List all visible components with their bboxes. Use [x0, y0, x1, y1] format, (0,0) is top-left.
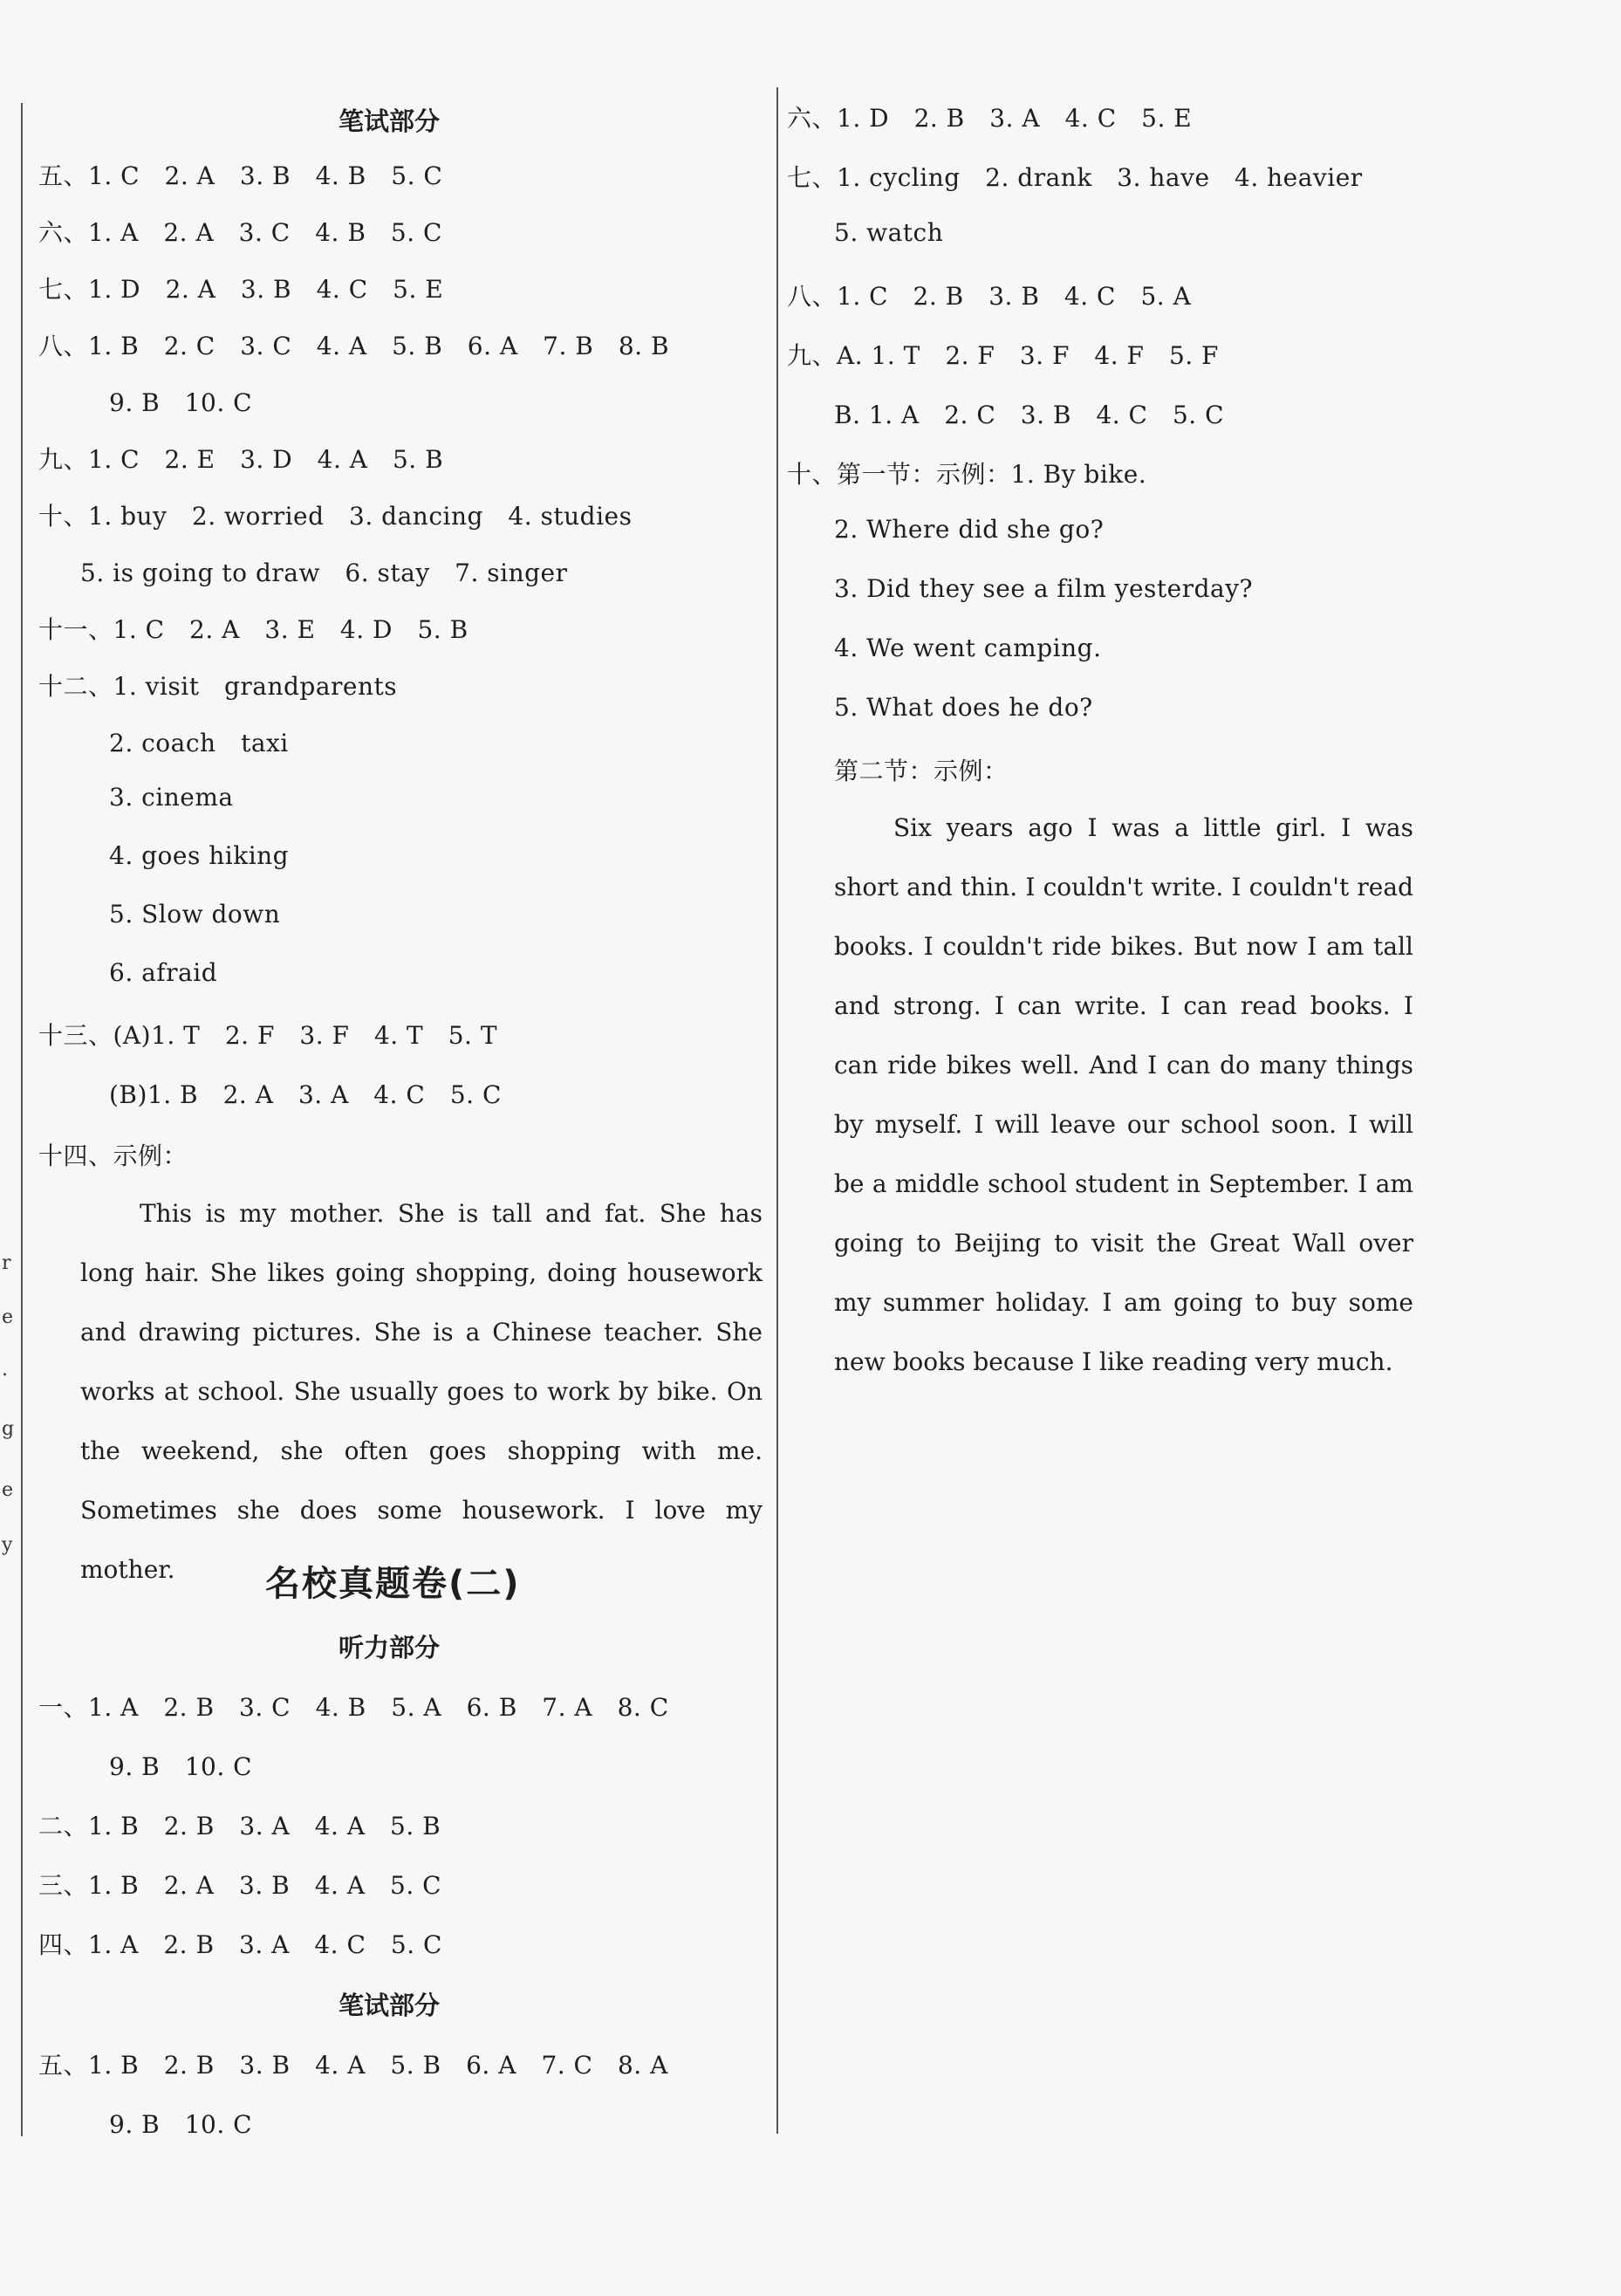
margin-fragment: e [2, 1479, 14, 1501]
margin-fragment: e [2, 1306, 14, 1328]
right-column [768, 0, 1621, 2296]
answer-line: 5. watch [834, 218, 944, 247]
answer-line: 4. We went camping. [834, 634, 1102, 662]
answer-line: 2. Where did she go? [834, 515, 1105, 544]
sample-essay-six-years-ago [834, 798, 1413, 1392]
answer-line: 九、A. 1. T 2. F 3. F 4. F 5. F [787, 341, 1219, 370]
answer-line: 六、1. D 2. B 3. A 4. C 5. E [787, 104, 1193, 133]
answer-line: 五、1. B 2. B 3. B 4. A 5. B 6. A 7. C 8. A [38, 2051, 668, 2080]
answer-line: 4. goes hiking [109, 841, 290, 870]
answer-line: 二、1. B 2. B 3. A 4. A 5. B [38, 1812, 441, 1840]
left-column [0, 0, 768, 2296]
essay-paragraph: Six years ago I was a little girl. I was short and thin. I couldn't write. I couldn't read books. I couldn't ride bikes. But now I am tall and strong. I can write. I can read books. I can ride bikes well. And I can do many things by myself. I will leave our school soon. I will be a middle school student in September. I am going to Beijing to visit the Great Wall over my summer holiday. I am going to buy some new books because I like reading very much. [834, 813, 1413, 1376]
answer-line: 四、1. A 2. B 3. A 4. C 5. C [38, 1930, 442, 1959]
answer-line: 3. Did they see a film yesterday? [834, 574, 1254, 603]
answer-line: 9. B 10. C [109, 1752, 253, 1781]
answer-line: 一、1. A 2. B 3. C 4. B 5. A 6. B 7. A 8. C [38, 1693, 669, 1722]
answer-line: 9. B 10. C [109, 2110, 253, 2139]
answer-line: 六、1. A 2. A 3. C 4. B 5. C [38, 218, 442, 247]
paper-title: 名校真题卷(二) [265, 1564, 521, 1604]
answer-line: 十二、1. visit grandparents [38, 672, 398, 701]
margin-fragment: . [2, 1359, 8, 1381]
answer-line: 十一、1. C 2. A 3. E 4. D 5. B [38, 615, 469, 644]
section-heading-listening: 听力部分 [339, 1633, 441, 1662]
margin-fragment: g [2, 1418, 15, 1440]
answer-line: 9. B 10. C [109, 388, 253, 417]
section-heading-written: 笔试部分 [339, 1991, 441, 2020]
essay-paragraph: This is my mother. She is tall and fat. She has long hair. She likes going shopping, doing housework and drawing pictures. She is a Chinese teacher. She works at school. She usually goes to work by bike. On the weekend, she often goes shopping with me. Sometimes she does some housework. I love my mother. [80, 1199, 763, 1584]
margin-fragment: y [2, 1534, 13, 1556]
answer-line: 三、1. B 2. A 3. B 4. A 5. C [38, 1871, 442, 1900]
answer-line: 5. What does he do? [834, 693, 1093, 722]
answer-line: 十、1. buy 2. worried 3. dancing 4. studies [38, 502, 633, 531]
margin-fragment: r [2, 1252, 11, 1274]
answer-line: 第二节：示例： [834, 757, 1009, 785]
answer-line: 十四、示例： [38, 1141, 188, 1170]
answer-line: B. 1. A 2. C 3. B 4. C 5. C [834, 401, 1225, 429]
sample-essay-mother [80, 1184, 763, 1600]
answer-line: 2. coach taxi [109, 729, 289, 757]
answer-line: 八、1. B 2. C 3. C 4. A 5. B 6. A 7. B 8. B [38, 332, 670, 360]
answer-line: 6. afraid [109, 958, 218, 987]
answer-line: 3. cinema [109, 783, 234, 812]
answer-line: 七、1. cycling 2. drank 3. have 4. heavier [787, 163, 1363, 192]
answer-line: 5. is going to draw 6. stay 7. singer [80, 559, 568, 587]
answer-line: 七、1. D 2. A 3. B 4. C 5. E [38, 275, 444, 304]
answer-line: 5. Slow down [109, 900, 281, 929]
answer-line: 十、第一节：示例：1. By bike. [787, 460, 1147, 489]
answer-line: 八、1. C 2. B 3. B 4. C 5. A [787, 282, 1192, 311]
answer-line: 五、1. C 2. A 3. B 4. B 5. C [38, 161, 443, 190]
answer-line: 十三、(A)1. T 2. F 3. F 4. T 5. T [38, 1021, 498, 1050]
answer-line: (B)1. B 2. A 3. A 4. C 5. C [109, 1080, 502, 1109]
section-heading-written: 笔试部分 [339, 106, 441, 136]
answer-line: 九、1. C 2. E 3. D 4. A 5. B [38, 445, 444, 474]
